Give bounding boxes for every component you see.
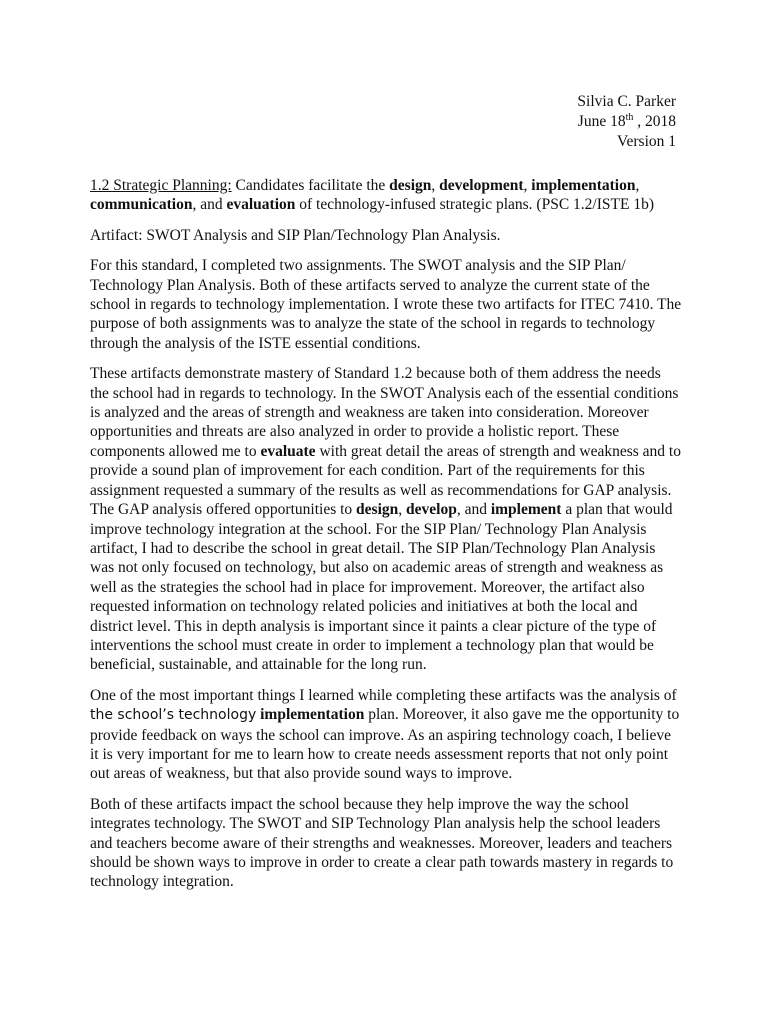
date-text: June 18: [577, 113, 626, 130]
paragraph-mastery: [90, 364, 682, 675]
keyword-implement: implement: [490, 501, 562, 519]
paragraph-learned: [90, 686, 682, 784]
document-version: Version 1: [617, 133, 676, 150]
paragraph-text: with great detail the areas of strength and weakness and to provide a sound plan of improvement for each condition. Part of the requirements for this assignment requested a summary of the results as well as recommendations for GAP analysis. The GAP analysis offered opportunities to: [90, 442, 681, 519]
paragraph-impact: Both of these artifacts impact the school because they help improve the way the school integrates technology. The SWOT and SIP Technology Plan analysis help the school leaders and teachers become aware of their strengths and weaknesses. Moreover, leaders and teachers should be shown ways to improve in order to create a clear path towards mastery in regards to technology integration.: [90, 795, 674, 891]
keyword-design: design: [389, 177, 432, 194]
standard-label: 1.2 Strategic Planning:: [90, 177, 232, 194]
standard-text: ,: [523, 177, 532, 194]
document-body: [90, 176, 682, 903]
document-date: [577, 112, 676, 132]
keyword-design: design: [356, 501, 399, 519]
keyword-develop: develop: [406, 501, 457, 519]
standard-text: Candidates facilitate the: [231, 177, 390, 194]
paragraph-text: a plan that would improve technology integration at the school. For the SIP Plan/ Technology Plan Analysis artifact, I had to describe the school in great detail. The SIP Plan/Technology Plan Analysis was not only focused on technology, but also on academic areas of strength and weakness as well as the strategies the school had in place for improvement. Moreover, the artifact also requested information on technology related policies and initiatives at both the local and district level. This in depth analysis is important since it paints a clear picture of the type of interventions the school must create in order to implement a technology plan that would be beneficial, sustainable, and attainable for the long run.: [90, 501, 673, 674]
keyword-implementation: implementation: [260, 706, 365, 724]
keyword-development: development: [439, 177, 524, 194]
standard-text: of technology-infused strategic plans. (PSC 1.2/ISTE 1b): [295, 196, 654, 214]
paragraph-text: One of the most important things I learned while completing these artifacts was the analysis of: [90, 686, 677, 704]
standard-text: ,: [431, 177, 440, 194]
paragraph-text: , and: [456, 501, 491, 519]
date-ordinal: th: [625, 111, 634, 123]
keyword-implementation: implementation: [531, 177, 636, 194]
keyword-evaluation: evaluation: [226, 196, 296, 214]
author-header: [577, 92, 676, 152]
paragraph-text: These artifacts demonstrate mastery of Standard 1.2 because both of them address the needs the school had in regards to technology. In the SWOT Analysis each of the essential conditions is analyzed and the areas of strength and weakness are taken into consideration. Moreover opportunities and threats are also analyzed in order to provide a holistic report. These components allowed me to: [90, 365, 679, 460]
keyword-evaluate: evaluate: [260, 442, 316, 460]
paragraph-assignments: For this standard, I completed two assignments. The SWOT analysis and the SIP Plan/ Technology Plan Analysis. Both of these artifacts served to analyze the current state of the school in regards to technology implementation. I wrote these two artifacts for ITEC 7410. The purpose of both assignments was to analyze the state of the school in regards to technology through the analysis of the ISTE essential conditions.: [90, 257, 682, 352]
paragraph-text: plan. Moreover, it also gave me the opportunity to provide feedback on ways the school can improve. As an aspiring technology coach, I believe it is very important for me to learn how to create needs assessment reports that not only point out areas of weakness, but that also provide sound ways to improve.: [90, 706, 680, 783]
paragraph-text: ,: [398, 501, 407, 519]
standard-text: ,: [635, 177, 640, 194]
standard-paragraph: [90, 176, 682, 215]
artifact-line: Artifact: SWOT Analysis and SIP Plan/Technology Plan Analysis.: [90, 226, 501, 244]
author-name: Silvia C. Parker: [577, 93, 676, 110]
keyword-communication: communication: [90, 196, 193, 214]
standard-text: , and: [192, 196, 227, 214]
paragraph-text-alt-font: the school’s technology: [90, 707, 257, 724]
date-year: , 2018: [633, 113, 676, 130]
